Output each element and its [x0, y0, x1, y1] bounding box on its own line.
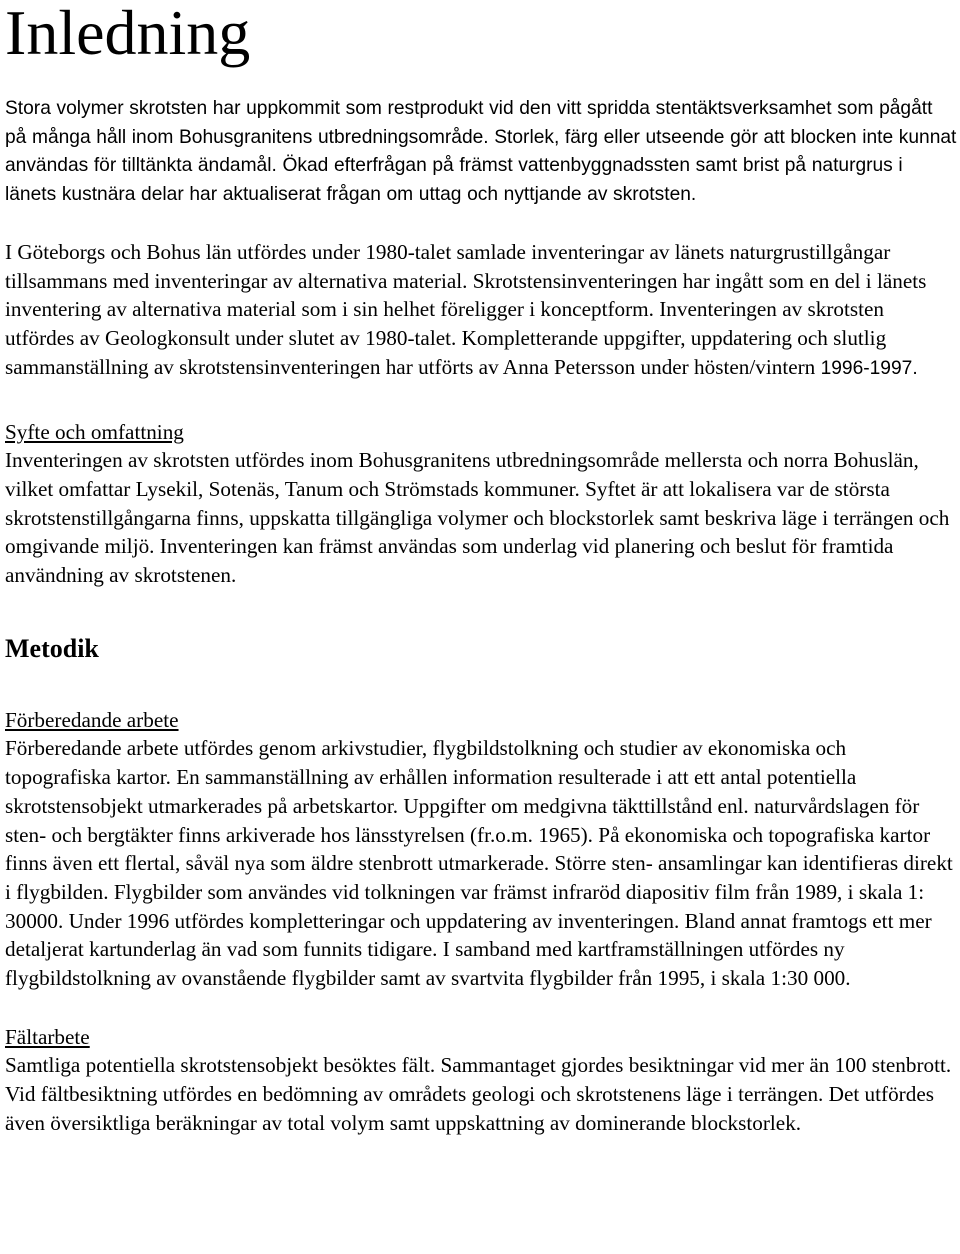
section-heading-faltarbete: Fältarbete: [5, 1024, 90, 1049]
history-paragraph: [5, 238, 957, 384]
page-title: Inledning: [5, 0, 251, 68]
faltarbete-paragraph: Samtliga potentiella skrotstensobjekt besöktes fält. Sammantaget gjordes besiktningar vid mer än 100 stenbrott. Vid fältbesiktning utfördes en bedömning av områdets geologi och skrotstenens läge i terrängen. Det utfördes även översiktliga beräkningar av total volym samt uppskattning av dominerande blockstorlek.: [5, 1053, 952, 1135]
section-heading-forberedande: Förberedande arbete: [5, 707, 179, 732]
history-year: 1996-1997.: [820, 357, 918, 379]
section-heading-syfte: Syfte och omfattning: [5, 419, 184, 444]
section-heading-metodik: Metodik: [5, 633, 99, 663]
document-page: [5, 0, 957, 1138]
intro-paragraph: Stora volymer skrotsten har uppkommit som restprodukt vid den vitt spridda stentäktsverksamhet som pågått på många håll inom Bohusgranitens utbredningsområde. Storlek, färg eller utseende gör att blocken inte kunnat användas för tilltänkta ändamål. Ökad efterfrågan på främst vattenbyggnadssten samt brist på naturgrus i länets kustnära delar har aktualiserat frågan om uttag och nyttjande av skrotsten.: [5, 98, 957, 205]
history-text: I Göteborgs och Bohus län utfördes under 1980-talet samlade inventeringar av länets naturgrustillgångar tillsammans med inventeringar av alternativa material. Skrotstensinventeringen har ingått som en del i länets inventering av alternativa material som i sin helhet föreligger i konceptform. Inventeringen av skrotsten utfördes av Geologkonsult under slutet av 1980-talet. Kompletterande uppgifter, uppdatering och slutlig sammanställning av skrotstensinventeringen har utförts av Anna Petersson under hösten/vintern: [5, 240, 927, 379]
syfte-paragraph: Inventeringen av skrotsten utfördes inom Bohusgranitens utbredningsområde mellersta och norra Bohuslän, vilket omfattar Lysekil, Sotenäs, Tanum och Strömstads kommuner. Syftet är att lokalisera var de största skrotstenstillgångarna finns, uppskatta tillgängliga volymer och blockstorlek samt beskriva läge i terrängen och omgivande miljö. Inventeringen kan främst användas som underlag vid planering och beslut för framtida användning av skrotstenen.: [5, 448, 950, 588]
forberedande-paragraph: Förberedande arbete utfördes genom arkivstudier, flygbildstolkning och studier av ekonomiska och topografiska kartor. En sammanställning av erhållen information resulterade i att ett antal potentiella skrotstensobjekt utmarkerades på arbetskartor. Uppgifter om medgivna täkttillstånd enl. naturvårdslagen för sten- och bergtäkter finns arkiverade hos länsstyrelsen (fr.o.m. 1965). På ekonomiska och topografiska kartor finns även ett flertal, såväl nya som äldre stenbrott utmarkerade. Större sten- ansamlingar kan identifieras direkt i flygbilden. Flygbilder som användes vid tolkningen var främst infraröd diapositiv film från 1989, i skala 1: 30000. Under 1996 utfördes kompletteringar och uppdatering av inventeringen. Bland annat framtogs ett mer detaljerat kartunderlag än vad som funnits tidigare. I samband med kartframställningen utfördes ny flygbildstolkning av ovanstående flygbilder samt av svartvita flygbilder från 1995, i skala 1:30 000.: [5, 736, 953, 991]
